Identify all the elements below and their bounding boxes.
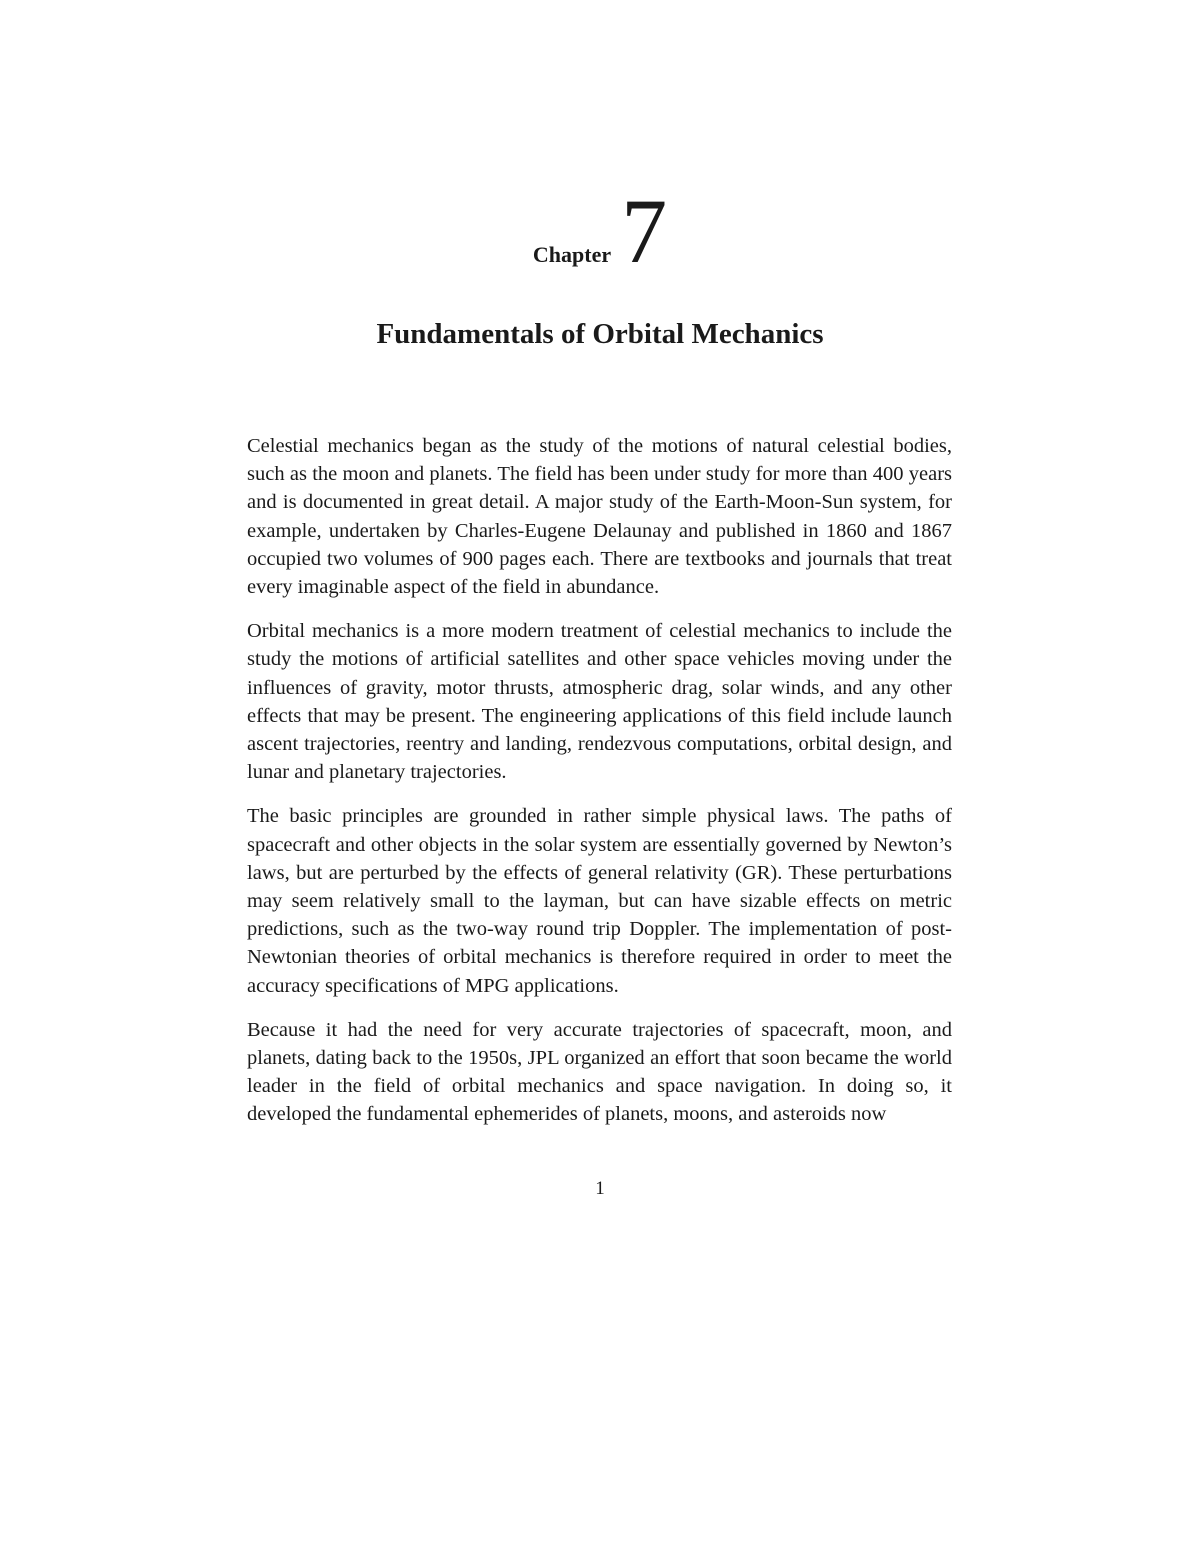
paragraph: Orbital mechanics is a more modern treatment of celestial mechanics to include the study the motions of artificial satellites and other space vehicles moving under the influences of gravity, motor thrusts, atmospheric drag, solar winds, and any other effects that may be present. The engineering applications of this field include launch ascent trajectories, reentry and landing, rendezvous computations, orbital design, and lunar and planetary trajectories. [247,620,952,784]
paragraph: Because it had the need for very accurate trajectories of spacecraft, moon, and planets, dating back to the 1950s, JPL organized an effort that soon became the world leader in the field of orbital mechanics and space navigation. In doing so, it developed the fundamental ephemerides of planets, moons, and asteroids now [247,1018,952,1126]
chapter-title: Fundamentals of Orbital Mechanics [376,318,824,350]
page-number: 1 [595,1178,605,1199]
chapter-label: Chapter [532,242,612,267]
chapter-heading [0,180,1200,282]
chapter-number: 7 [621,180,668,282]
paragraph: Celestial mechanics began as the study of the motions of natural celestial bodies, such as the moon and planets. The field has been under study for more than 400 years and is documented in great detail. A major study of the Earth-Moon-Sun system, for example, undertaken by Charles-Eugene Delaunay and published in 1860 and 1867 occupied two volumes of 900 pages each. There are textbooks and journals that treat every imaginable aspect of the field in abundance. [247,435,952,599]
paragraph: The basic principles are grounded in rather simple physical laws. The paths of spacecraft and other objects in the solar system are essentially governed by Newton’s laws, but are perturbed by the effects of general relativity (GR). These perturbations may seem relatively small to the layman, but can have sizable effects on metric predictions, such as the two-way round trip Doppler. The implementation of post-Newtonian theories of orbital mechanics is therefore required in order to meet the accuracy specifications of MPG applications. [247,805,952,997]
body-text [247,432,952,1145]
